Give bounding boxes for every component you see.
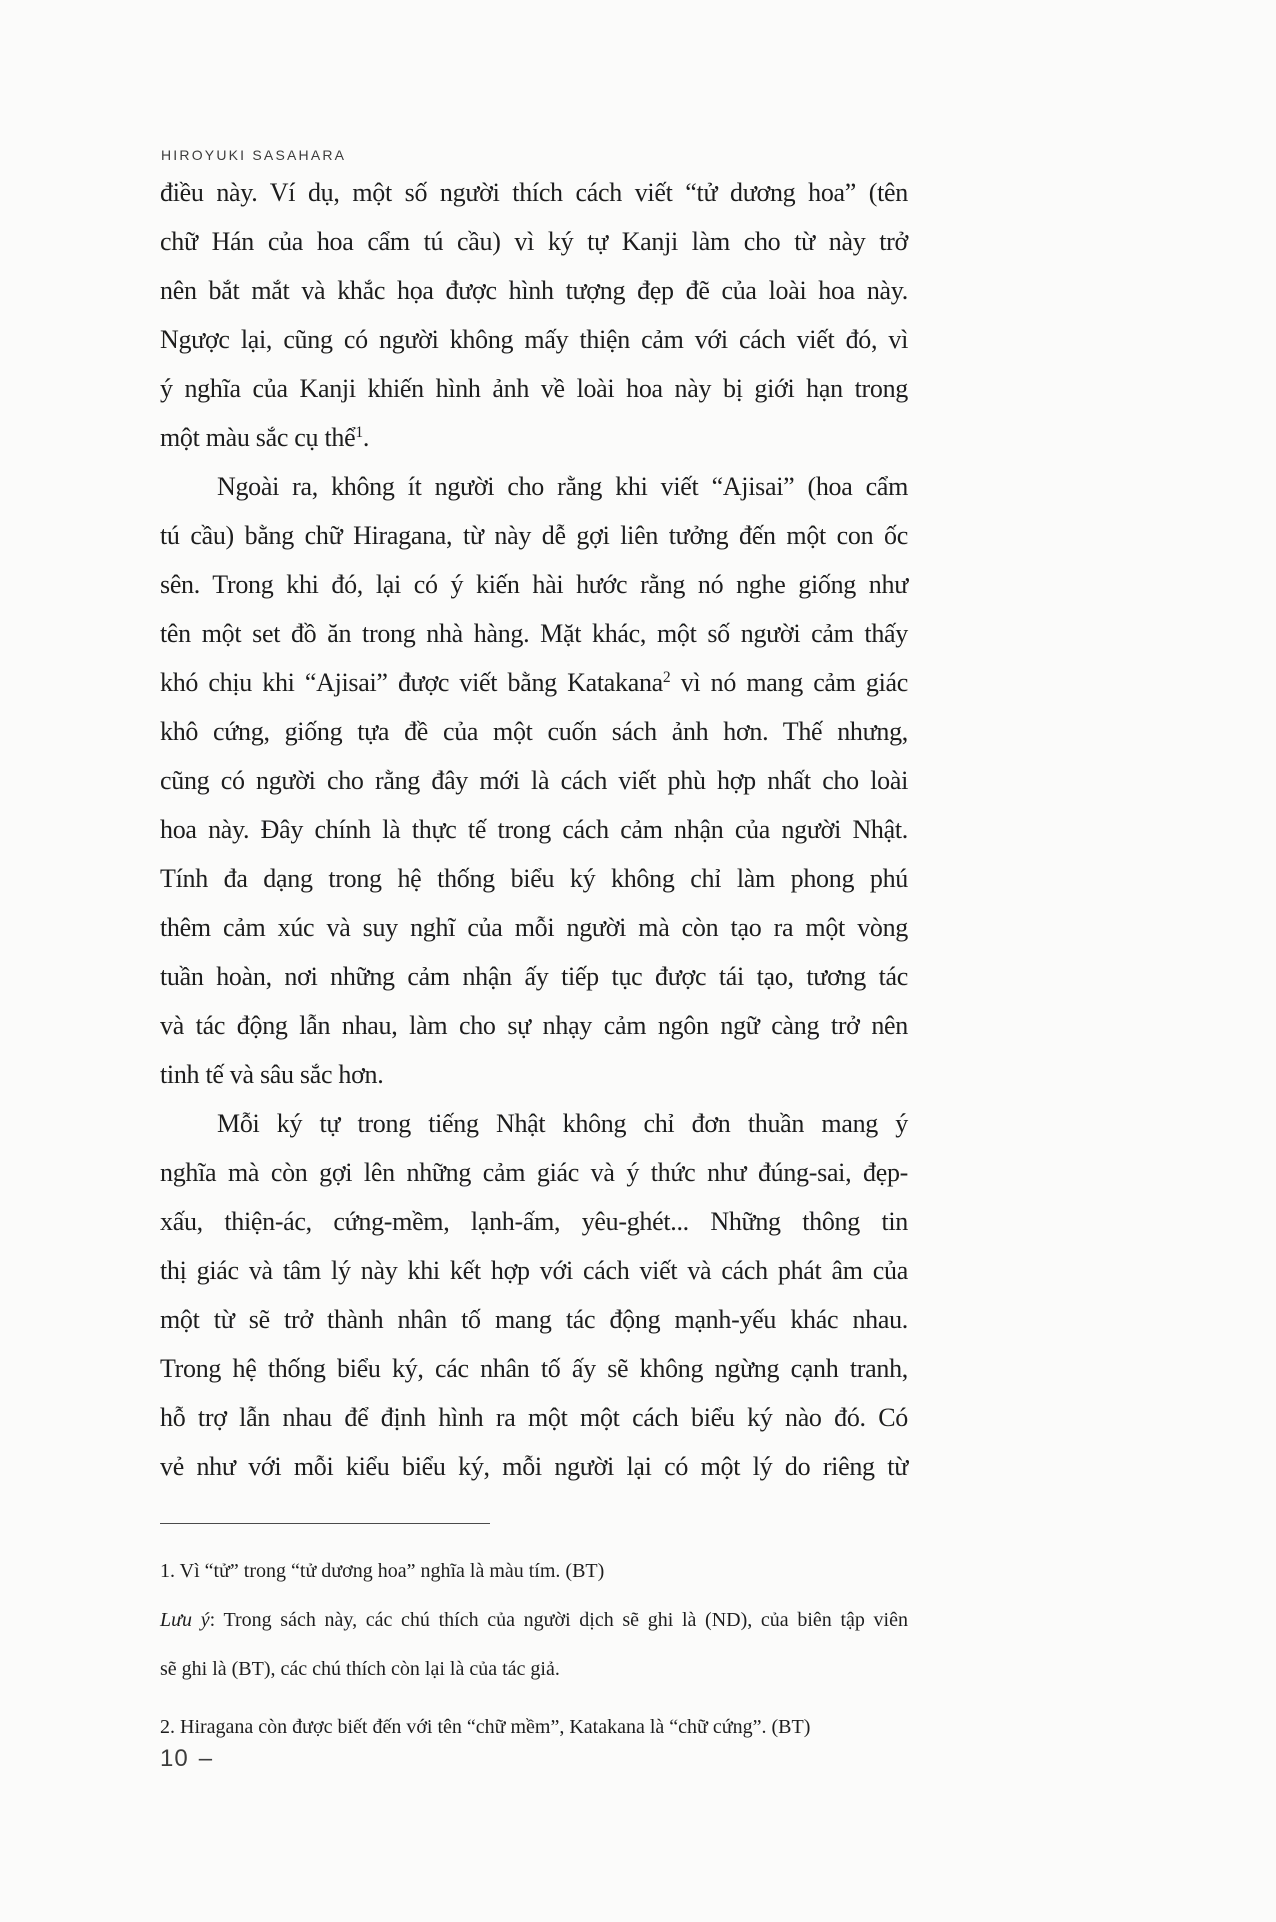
footnote-line: 1. Vì “tử” trong “tử dương hoa” nghĩa là màu tím. (BT) bbox=[160, 1560, 605, 1582]
italic-text: Lưu ý bbox=[160, 1609, 210, 1631]
paragraph bbox=[160, 168, 908, 462]
body-line: khô cứng, giống tựa đề của một cuốn sách ảnh hơn. Thế nhưng, bbox=[160, 717, 908, 746]
page-content bbox=[160, 168, 908, 1756]
page-number-dash: – bbox=[198, 1745, 214, 1772]
footnote-line: 2. Hiragana còn được biết đến với tên “chữ mềm”, Katakana là “chữ cứng”. (BT) bbox=[160, 1716, 811, 1738]
paragraph bbox=[160, 1099, 908, 1491]
footnote-divider bbox=[160, 1523, 490, 1524]
body-line: sên. Trong khi đó, lại có ý kiến hài hước rằng nó nghe giống như bbox=[160, 570, 908, 599]
body-line: Mỗi ký tự trong tiếng Nhật không chỉ đơn thuần mang ý bbox=[217, 1109, 908, 1138]
body-line: thêm cảm xúc và suy nghĩ của mỗi người mà còn tạo ra một vòng bbox=[160, 913, 908, 942]
body-line: thị giác và tâm lý này khi kết hợp với cách viết và cách phát âm của bbox=[160, 1256, 908, 1285]
footnote-reference: 1 bbox=[355, 424, 363, 442]
body-line: cũng có người cho rằng đây mới là cách viết phù hợp nhất cho loài bbox=[160, 766, 908, 795]
body-line: điều này. Ví dụ, một số người thích cách viết “tử dương hoa” (tên bbox=[160, 178, 908, 207]
body-line: hỗ trợ lẫn nhau để định hình ra một một cách biểu ký nào đó. Có bbox=[160, 1403, 908, 1432]
body-line: chữ Hán của hoa cẩm tú cầu) vì ký tự Kanji làm cho từ này trở bbox=[160, 227, 908, 256]
body-line: một màu sắc cụ thể$^1$. bbox=[160, 423, 370, 452]
paragraph bbox=[160, 462, 908, 1099]
body-line: vẻ như với mỗi kiểu biểu ký, mỗi người lại có một lý do riêng từ bbox=[160, 1452, 908, 1481]
body-line: tuần hoàn, nơi những cảm nhận ấy tiếp tục được tái tạo, tương tác bbox=[160, 962, 908, 991]
footnote-line: Lưu ý: Trong sách này, các chú thích của người dịch sẽ ghi là (ND), của biên tập viên bbox=[160, 1609, 908, 1631]
body-line: ý nghĩa của Kanji khiến hình ảnh về loài hoa này bị giới hạn trong bbox=[160, 374, 908, 403]
body-line: Ngược lại, cũng có người không mấy thiện cảm với cách viết đó, vì bbox=[160, 325, 908, 354]
body-line: Ngoài ra, không ít người cho rằng khi viết “Ajisai” (hoa cẩm bbox=[217, 472, 908, 501]
body-line: Trong hệ thống biểu ký, các nhân tố ấy sẽ không ngừng cạnh tranh, bbox=[160, 1354, 908, 1383]
body-line: nên bắt mắt và khắc họa được hình tượng đẹp đẽ của loài hoa này. bbox=[160, 276, 908, 305]
body-line: tên một set đồ ăn trong nhà hàng. Mặt khác, một số người cảm thấy bbox=[160, 619, 908, 648]
body-line: một từ sẽ trở thành nhân tố mang tác động mạnh-yếu khác nhau. bbox=[160, 1305, 908, 1334]
footnote-line: sẽ ghi là (BT), các chú thích còn lại là của tác giả. bbox=[160, 1658, 560, 1680]
body-line: khó chịu khi “Ajisai” được viết bằng Katakana$^2$ vì nó mang cảm giác bbox=[160, 668, 908, 697]
footnotes bbox=[160, 1551, 908, 1756]
running-header-author: HIROYUKI SASAHARA bbox=[161, 147, 347, 163]
footnote bbox=[160, 1551, 908, 1698]
footnote-reference: 2 bbox=[662, 669, 671, 687]
body-line: tú cầu) bằng chữ Hiragana, từ này dễ gợi liên tưởng đến một con ốc bbox=[160, 521, 908, 550]
body-text bbox=[160, 168, 908, 1491]
body-line: nghĩa mà còn gợi lên những cảm giác và ý thức như đúng-sai, đẹp- bbox=[160, 1158, 908, 1187]
page-number bbox=[160, 1745, 213, 1773]
body-line: xấu, thiện-ác, cứng-mềm, lạnh-ấm, yêu-ghét... Những thông tin bbox=[160, 1207, 908, 1236]
footnote bbox=[160, 1707, 908, 1756]
body-line: Tính đa dạng trong hệ thống biểu ký không chỉ làm phong phú bbox=[160, 864, 908, 893]
body-line: tinh tế và sâu sắc hơn. bbox=[160, 1060, 384, 1089]
body-line: hoa này. Đây chính là thực tế trong cách cảm nhận của người Nhật. bbox=[160, 815, 908, 844]
body-line: và tác động lẫn nhau, làm cho sự nhạy cảm ngôn ngữ càng trở nên bbox=[160, 1011, 908, 1040]
page-number-value: 10 bbox=[160, 1745, 189, 1772]
